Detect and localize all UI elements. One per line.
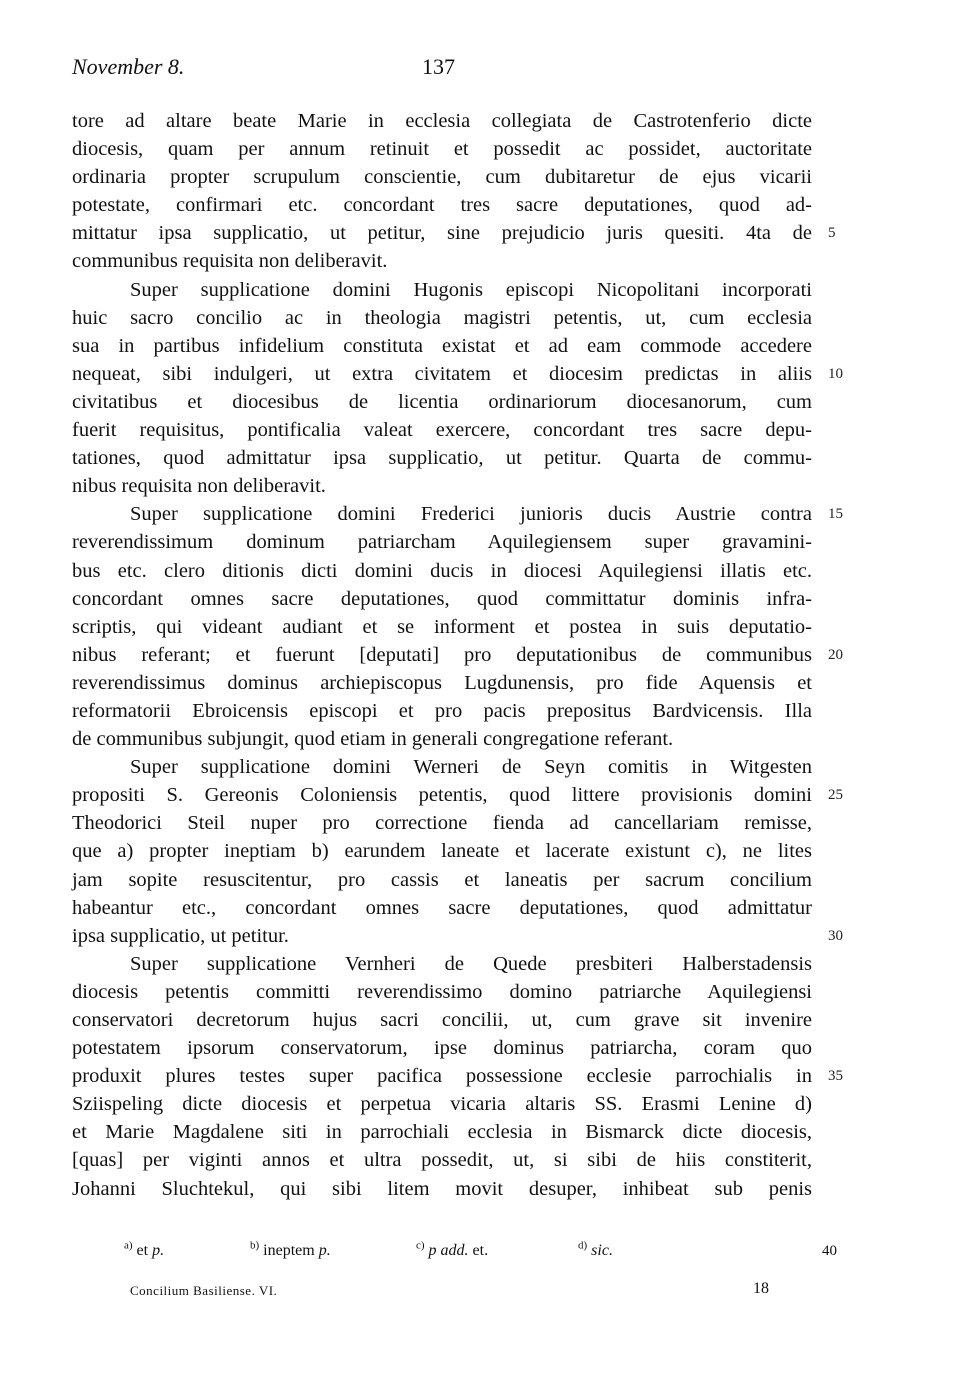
line-text: reverendissimum dominum patriarcham Aquilegiensem super gravamini- xyxy=(72,531,812,554)
line-text: ipsa supplicatio, ut petitur. xyxy=(72,924,289,947)
line-text: reformatorii Ebroicensis episcopi et pro pacis prepositus Bardvicensis. Illa xyxy=(72,699,812,722)
line-text: bus etc. clero ditionis dicti domini ducis in diocesi Aquilegiensi illatis etc. xyxy=(72,559,812,582)
line-text: ordinaria propter scrupulum conscientie, cum dubitaretur de ejus vicarii xyxy=(72,166,812,189)
text-line xyxy=(72,613,812,641)
line-text: nibus requisita non deliberavit. xyxy=(72,475,326,498)
text-line xyxy=(72,950,812,978)
line-number-25: 25 xyxy=(828,787,843,804)
line-text: scriptis, qui videant audiant et se informent et postea in suis deputatio- xyxy=(72,615,812,638)
line-text: potestate, confirmari etc. concordant tres sacre deputationes, quod ad- xyxy=(72,194,812,217)
footnote-c: $^{c)}$ p add. et. xyxy=(416,1239,489,1259)
line-text: civitatibus et diocesibus de licentia ordinariorum diocesanorum, cum xyxy=(72,390,812,413)
text-line xyxy=(72,528,812,556)
line-text: habeantur etc., concordant omnes sacre deputationes, quod admittatur xyxy=(72,896,812,919)
line-text: fuerit requisitus, pontificalia valeat exercere, concordant tres sacre depu- xyxy=(72,419,812,442)
line-text: tationes, quod admittatur ipsa supplicatio, ut petitur. Quarta de commu- xyxy=(72,447,812,470)
line-number-30: 30 xyxy=(828,927,843,944)
text-line xyxy=(72,1006,812,1034)
text-line xyxy=(72,669,812,697)
text-line xyxy=(72,500,843,528)
line-text: Super supplicatione domini Frederici junioris ducis Austrie contra xyxy=(130,503,812,526)
text-line xyxy=(72,697,812,725)
text-line xyxy=(72,247,812,275)
text-line xyxy=(72,276,812,304)
text-line xyxy=(72,360,843,388)
line-text: reverendissimus dominus archiepiscopus Lugdunensis, pro fide Aquensis et xyxy=(72,671,812,694)
main-text xyxy=(72,107,843,1203)
text-line xyxy=(72,641,843,669)
line-text: que a) propter ineptiam b) earundem laneate et lacerate existunt c), ne lites xyxy=(72,840,812,863)
footnote-d: $^{d)}$ sic. xyxy=(578,1239,613,1259)
text-line xyxy=(72,107,812,135)
text-line xyxy=(72,163,812,191)
line-text: conservatori decretorum hujus sacri concilii, ut, cum grave sit invenire xyxy=(72,1009,812,1031)
line-text: huic sacro concilio ac in theologia magistri petentis, ut, cum ecclesia xyxy=(72,306,812,329)
text-line xyxy=(72,219,836,247)
line-text: Sziispeling dicte diocesis et perpetua vicaria altaris SS. Erasmi Lenine d) xyxy=(72,1093,812,1116)
line-text: propositi S. Gereonis Coloniensis petentis, quod littere provisionis domini xyxy=(72,784,812,807)
text-line xyxy=(72,781,843,809)
line-text: diocesis petentis committi reverendissimo domino patriarche Aquilegiensi xyxy=(72,980,812,1003)
text-line xyxy=(72,585,812,613)
text-line xyxy=(72,809,812,837)
text-line xyxy=(72,1062,843,1090)
text-line xyxy=(72,894,812,922)
text-line xyxy=(72,416,812,444)
text-line xyxy=(72,472,812,500)
footnote-b: $^{b)}$ ineptem p. xyxy=(250,1239,331,1259)
line-text: jam sopite resuscitentur, pro cassis et laneatis per sacrum concilium xyxy=(72,868,812,891)
line-text: et Marie Magdalene siti in parrochiali ecclesia in Bismarck dicte diocesis, xyxy=(72,1121,812,1144)
line-number-15: 15 xyxy=(828,506,843,523)
text-line xyxy=(72,1175,812,1203)
line-text: Theodorici Steil nuper pro correctione fienda ad cancellariam remisse, xyxy=(72,812,812,835)
line-text: nibus referant; et fuerunt [deputati] pro deputationibus de communibus xyxy=(72,643,812,666)
text-line xyxy=(72,191,812,219)
text-line xyxy=(72,978,812,1006)
text-line xyxy=(72,1146,812,1174)
page-number: 137 xyxy=(422,54,455,79)
line-text: Johanni Sluchtekul, qui sibi litem movit desuper, inhibeat sub penis xyxy=(72,1177,812,1200)
line-number-35: 35 xyxy=(828,1068,843,1085)
text-line xyxy=(72,753,812,781)
line-text: diocesis, quam per annum retinuit et possedit ac possidet, auctoritate xyxy=(72,138,812,161)
text-line xyxy=(72,332,812,360)
text-line xyxy=(72,837,812,865)
line-text: produxit plures testes super pacifica possessione ecclesie parrochialis in xyxy=(72,1065,812,1088)
text-line xyxy=(72,388,812,416)
line-text: Super supplicatione domini Werneri de Seyn comitis in Witgesten xyxy=(130,756,812,779)
text-line xyxy=(72,1034,812,1062)
line-text: de communibus subjungit, quod etiam in generali congregatione referant. xyxy=(72,728,674,751)
text-line xyxy=(72,1090,812,1118)
line-text: [quas] per viginti annos et ultra possedit, ut, si sibi de hiis constiterit, xyxy=(72,1149,812,1172)
line-text: concordant omnes sacre deputationes, quod committatur dominis infra- xyxy=(72,587,812,610)
running-head-date: November 8. xyxy=(72,54,185,79)
line-text: Super supplicatione Vernheri de Quede presbiteri Halberstadensis xyxy=(130,952,812,975)
text-line xyxy=(72,557,812,585)
text-line xyxy=(72,1118,812,1146)
line-text: tore ad altare beate Marie in ecclesia collegiata de Castrotenferio dicte xyxy=(72,110,812,132)
sheet-number: 18 xyxy=(753,1280,769,1297)
line-number-10: 10 xyxy=(828,365,843,382)
line-text: Super supplicatione domini Hugonis episcopi Nicopolitani incorporati xyxy=(130,278,812,301)
line-text: communibus requisita non deliberavit. xyxy=(72,250,388,273)
text-line xyxy=(72,866,812,894)
signature-mark: Concilium Basiliense. VI. xyxy=(130,1283,278,1298)
line-number-40: 40 xyxy=(822,1243,837,1259)
line-text: potestatem ipsorum conservatorum, ipse dominus patriarcha, coram quo xyxy=(72,1037,812,1060)
text-line xyxy=(72,725,812,753)
footnotes xyxy=(72,1240,872,1262)
line-text: nequeat, sibi indulgeri, ut extra civitatem et diocesim predictas in aliis xyxy=(72,362,812,385)
text-line xyxy=(72,135,812,163)
footnote-a: $^{a)}$ et p. xyxy=(124,1239,165,1259)
text-line xyxy=(72,304,812,332)
line-number-5: 5 xyxy=(828,225,836,242)
line-number-20: 20 xyxy=(828,646,843,663)
text-line xyxy=(72,444,812,472)
line-text: sua in partibus infidelium constituta existat et ad eam commode accedere xyxy=(72,334,812,357)
line-text: mittatur ipsa supplicatio, ut petitur, sine prejudicio juris quesiti. 4ta de xyxy=(72,222,812,245)
text-line xyxy=(72,922,843,950)
